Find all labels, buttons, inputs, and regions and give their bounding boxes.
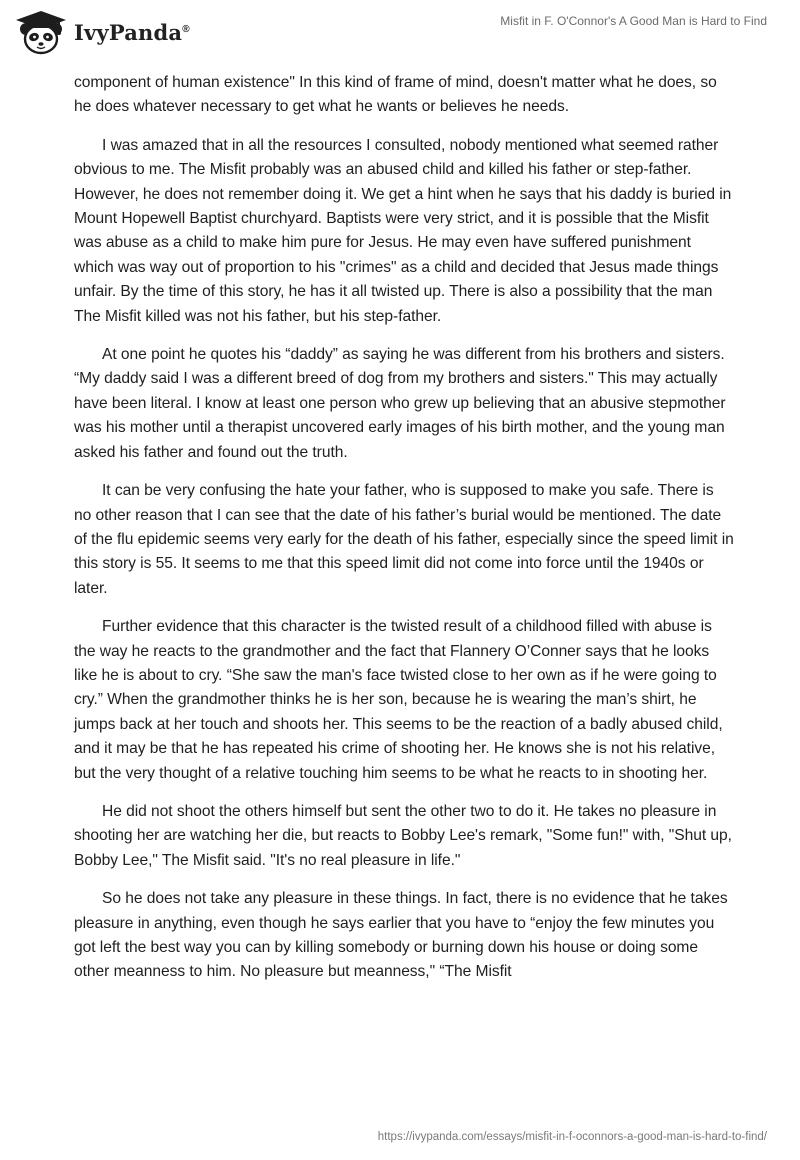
- paragraph: At one point he quotes his “daddy” as saying he was different from his brothers and sisters. “My daddy said I was a different breed of dog from my brothers and sisters." This may actually have been literal. I know at least one person who grew up believing that an abusive stepmother was his mother until a therapist uncovered early images of his birth mother, and the young man asked his father and found out the truth.: [74, 346, 726, 461]
- paragraph-continuation: component of human existence" In this kind of frame of mind, doesn't matter what he does, so he does whatever necessary to get what he wants or believes he needs.: [74, 74, 717, 116]
- panda-graduation-cap-icon: [14, 9, 68, 55]
- logo-wordmark: [74, 20, 190, 45]
- source-url-link[interactable]: https://ivypanda.com/essays/misfit-in-f-oconnors-a-good-man-is-hard-to-find/: [377, 1131, 767, 1143]
- registered-mark: ®: [182, 23, 190, 35]
- paragraph: I was amazed that in all the resources I consulted, nobody mentioned what seemed rather obvious to me. The Misfit probably was an abused child and killed his father or step-father. However, he does not remember doing it. We get a hint when he says that his daddy is buried in Mount Hopewell Baptist churchyard. Baptists were very strict, and it is possible that the Misfit was abuse as a child to make him pure for Jesus. He may even have suffered punishment which was way out of proportion to his "crimes" as a child and decided that Jesus made things unfair. By the time of this story, he has it all twisted up. There is also a possibility that the man The Misfit killed was not his father, but his step-father.: [74, 136, 732, 325]
- ivypanda-logo[interactable]: [14, 9, 190, 55]
- paragraph: Further evidence that this character is the twisted result of a childhood filled with abuse is the way he reacts to the grandmother and the fact that Flannery O’Conner says that he looks like he is about to cry. “She saw the man's face twisted close to her own as if he were going to cry.” When the grandmother thinks he is her son, because he is wearing the man’s shirt, he jumps back at her touch and shoots her. This seems to be the reaction of a badly abused child, and it may be that he has repeated his crime of shooting her. He knows she is not his relative, but the very thought of a relative touching him seems to be what he reacts to in shooting her.: [74, 618, 723, 782]
- paragraph: He did not shoot the others himself but sent the other two to do it. He takes no pleasure in shooting her are watching her die, but reacts to Bobby Lee's remark, "Some fun!" with, "Shut up, Bobby Lee," The Misfit said. "It's no real pleasure in life.": [74, 802, 732, 869]
- essay-body: [74, 71, 734, 999]
- paragraph: It can be very confusing the hate your father, who is supposed to make you safe. There is no other reason that I can see that the date of his father’s burial would be mentioned. The date of the flu epidemic seems very early for the death of his father, especially since the speed limit in this story is 55. It seems to me that this speed limit did not come into force until the 1940s or later.: [74, 482, 734, 597]
- paragraph: So he does not take any pleasure in these things. In fact, there is no evidence that he takes pleasure in anything, even though he says earlier that you have to “enjoy the few minutes you got left the best way you can by killing somebody or burning down his house or doing some other meanness to him. No pleasure but meanness," “The Misfit: [74, 890, 728, 981]
- document-title: Misfit in F. O'Connor's A Good Man is Hard to Find: [500, 14, 767, 28]
- logo-text: IvyPanda: [74, 19, 183, 45]
- page-header: [0, 0, 800, 70]
